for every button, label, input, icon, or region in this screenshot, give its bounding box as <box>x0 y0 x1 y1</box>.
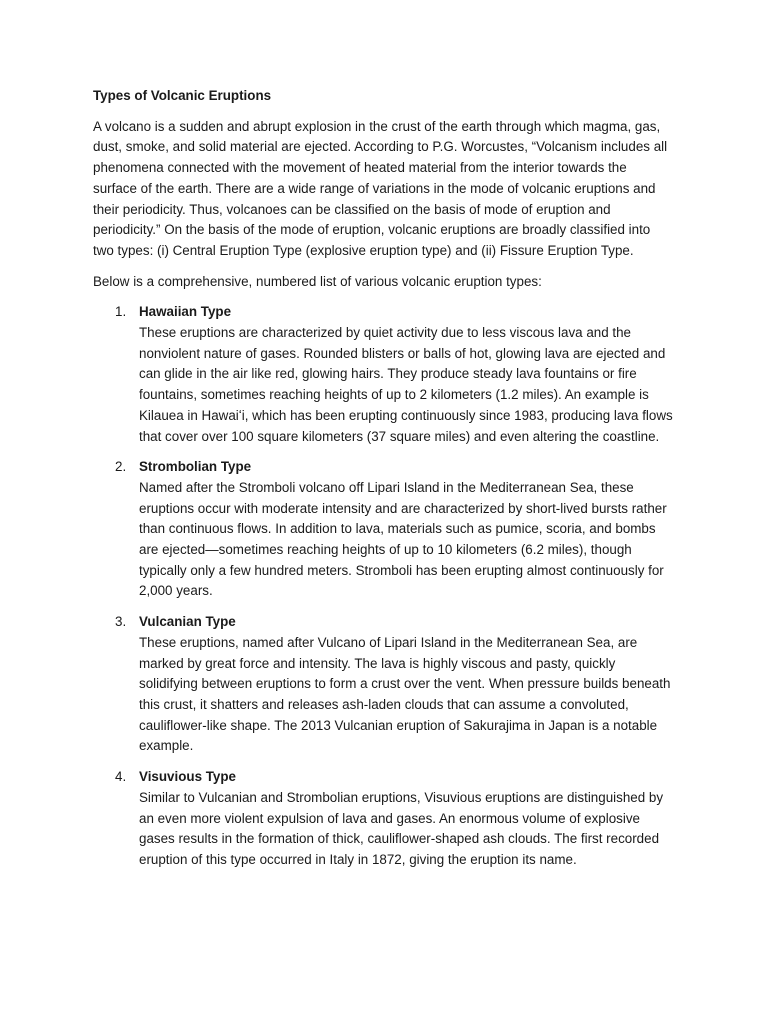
list-item-number: 1. <box>115 304 127 320</box>
list-item-body: These eruptions are characterized by quiet activity due to less viscous lava and the nonviolent nature of gases. Rounded blisters or balls of hot, glowing lava are ejected and can glide in the air like red, glowing hairs. They produce steady lava fountains or fire fountains, sometimes reaching heights of up to 2 kilometers (1.2 miles). An example is Kilauea in Hawaiʻi, which has been erupting continuously since 1983, producing lava flows that cover over 100 square kilometers (37 square miles) and even altering the coastline. <box>139 325 673 444</box>
list-item-heading: Visuvious Type <box>139 769 236 785</box>
document-page <box>93 86 673 881</box>
list-item-body: Named after the Stromboli volcano off Lipari Island in the Mediterranean Sea, these eruptions occur with moderate intensity and are characterized by short-lived bursts rather than continuous flows. In addition to lava, materials such as pumice, scoria, and bombs are ejected—sometimes reaching heights of up to 10 kilometers (6.2 miles), though typically only a few hundred meters. Stromboli has been erupting almost continuously for 2,000 years. <box>139 479 667 599</box>
list-item-heading: Strombolian Type <box>139 459 252 475</box>
list-item-body: These eruptions, named after Vulcano of Lipari Island in the Mediterranean Sea, are marked by great force and intensity. The lava is highly viscous and pasty, quickly solidifying between eruptions to form a crust over the vent. When pressure builds beneath this crust, it shatters and releases ash-laden clouds that can assume a convoluted, cauliflower-like shape. The 2013 Vulcanian eruption of Sakurajima in Japan is a notable example. <box>139 634 671 754</box>
list-item-heading: Vulcanian Type <box>139 614 236 630</box>
list-item-number: 2. <box>115 459 127 475</box>
document-title: Types of Volcanic Eruptions <box>93 88 272 103</box>
eruption-types-list <box>93 302 673 870</box>
list-item-heading: Hawaiian Type <box>139 304 232 320</box>
list-intro: Below is a comprehensive, numbered list of various volcanic eruption types: <box>93 273 542 289</box>
list-item-vulcanian <box>93 612 673 757</box>
intro-paragraph: A volcano is a sudden and abrupt explosion in the crust of the earth through which magma, gas, dust, smoke, and solid material are ejected. According to P.G. Worcustes, “Volcanism includes all phenomena connected with the movement of heated material from the interior towards the surface of the earth. There are a wide range of variations in the mode of volcanic eruptions and their periodicity. Thus, volcanoes can be classified on the basis of mode of eruption and periodicity.” On the basis of the mode of eruption, volcanic eruptions are broadly classified into two types: (i) Central Eruption Type (explosive eruption type) and (ii) Fissure Eruption Type. <box>93 118 668 258</box>
list-item-strombolian <box>93 457 673 602</box>
list-item-body: Similar to Vulcanian and Strombolian eruptions, Visuvious eruptions are distinguished by an even more violent expulsion of lava and gases. An enormous volume of explosive gases results in the formation of thick, cauliflower-shaped ash clouds. The first recorded eruption of this type occurred in Italy in 1872, giving the eruption its name. <box>139 789 664 867</box>
list-item-hawaiian <box>93 302 673 447</box>
list-item-number: 3. <box>115 614 127 630</box>
list-item-visuvious <box>93 767 673 871</box>
list-item-number: 4. <box>115 769 127 785</box>
